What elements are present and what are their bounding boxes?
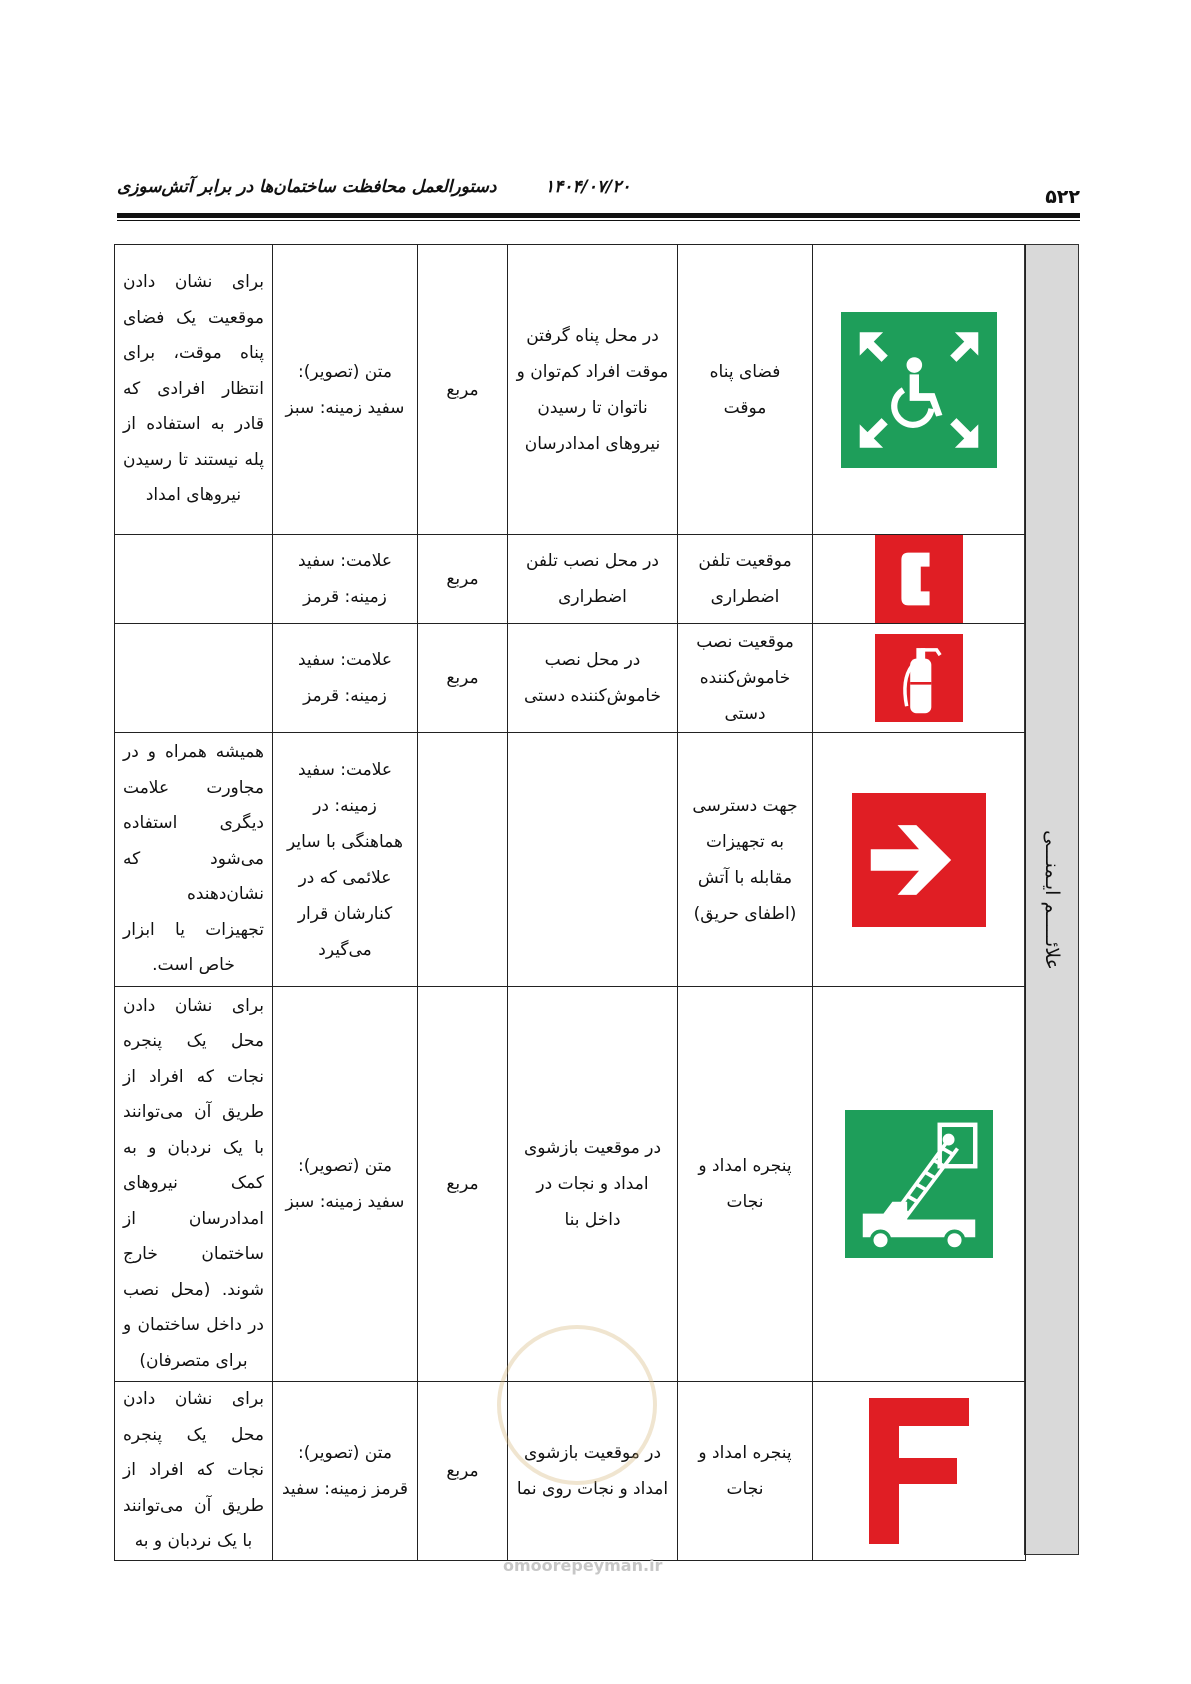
sign-name: موقعیت نصب خاموش‌کننده دستی	[678, 624, 813, 733]
sign-cell	[813, 1382, 1026, 1561]
sign-name: پنجره امداد و نجات	[678, 987, 813, 1382]
letter-f-icon	[869, 1398, 969, 1544]
fire-extinguisher-icon	[875, 634, 963, 722]
table-row	[115, 245, 1026, 535]
sign-cell	[813, 733, 1026, 987]
sidebar-label: علائـــــم ایـمنـــی	[1040, 829, 1063, 970]
sign-location: در محل پناه گرفتن موقت افراد کم‌توان و ناتوان تا رسیدن نیروهای امدادرسان	[508, 245, 678, 535]
rescue-window-ladder-icon	[843, 1110, 995, 1258]
sign-colors: متن (تصویر): سفید زمینه: سبز	[273, 987, 418, 1382]
sign-location: در موقعیت بازشوی امداد و نجات در داخل بنا	[508, 987, 678, 1382]
sign-name: جهت دسترسی به تجهیزات مقابله با آتش (اطفای حریق)	[678, 733, 813, 987]
page-header	[117, 170, 1080, 216]
sign-colors: علامت: سفید زمینه: قرمز	[273, 535, 418, 624]
sign-name: پنجره امداد و نجات	[678, 1382, 813, 1561]
sign-colors: متن (تصویر): سفید زمینه: سبز	[273, 245, 418, 535]
sign-cell	[813, 987, 1026, 1382]
sign-location: در محل نصب خاموش‌کننده دستی	[508, 624, 678, 733]
sign-shape: مربع	[418, 245, 508, 535]
sign-shape: مربع	[418, 624, 508, 733]
header-rule-thin	[117, 220, 1080, 221]
page-number: ۵۲۲	[1045, 186, 1080, 208]
sign-name: فضای پناه موقت	[678, 245, 813, 535]
sign-description	[115, 535, 273, 624]
sign-description: برای نشان دادن محل یک پنجره نجات که افراد از طریق آن می‌توانند با یک نردبان و به کمک نیروهای امدادرسان از ساختمان خارج شوند. (محل نصب در داخل ساختمان و برای متصرفان)	[115, 987, 273, 1382]
sign-colors: متن (تصویر): قرمز زمینه: سفید	[273, 1382, 418, 1561]
sign-cell	[813, 535, 1026, 624]
emergency-phone-icon	[875, 535, 963, 623]
sign-description: همیشه همراه و در مجاورت علامت دیگری استفاده می‌شود که نشان‌دهنده تجهیزات یا ابزار خاص است.	[115, 733, 273, 987]
table-row	[115, 987, 1026, 1382]
sign-description: برای نشان دادن محل یک پنجره نجات که افراد از طریق آن می‌توانند با یک نردبان و به	[115, 1382, 273, 1561]
sign-colors: علامت: سفید زمینه: قرمز	[273, 624, 418, 733]
sign-shape: مربع	[418, 1382, 508, 1561]
sign-shape: مربع	[418, 535, 508, 624]
temporary-refuge-icon	[841, 312, 997, 468]
section-sidebar	[1024, 244, 1079, 1555]
table-row	[115, 733, 1026, 987]
sign-description: برای نشان دادن موقعیت یک فضای پناه موقت، برای انتظار افرادی که قادر به استفاده از پله نیستند تا رسیدن نیروهای امداد	[115, 245, 273, 535]
table-row	[115, 624, 1026, 733]
watermark-logo	[497, 1325, 657, 1485]
direction-arrow-icon	[852, 793, 986, 927]
sign-colors: علامت: سفید زمینه: در هماهنگی با سایر علائمی که در کنارشان قرار می‌گیرد	[273, 733, 418, 987]
sign-location: در محل نصب تلفن اضطراری	[508, 535, 678, 624]
table-row	[115, 535, 1026, 624]
sign-shape: مربع	[418, 987, 508, 1382]
watermark-url: omoorepeyman.ir	[503, 1556, 663, 1575]
header-date: ۱۴۰۴/۰۷/۲۰	[545, 177, 631, 197]
sign-location	[508, 733, 678, 987]
sign-description	[115, 624, 273, 733]
sign-name: موقعیت تلفن اضطراری	[678, 535, 813, 624]
sign-cell	[813, 624, 1026, 733]
sign-location: در موقعیت بازشوی امداد و نجات روی نما	[508, 1382, 678, 1561]
sign-cell	[813, 245, 1026, 535]
header-title: دستورالعمل محافظت ساختمان‌ها در برابر آتش‌سوزی	[117, 177, 497, 197]
header-rule-thick	[117, 213, 1080, 218]
sign-shape	[418, 733, 508, 987]
